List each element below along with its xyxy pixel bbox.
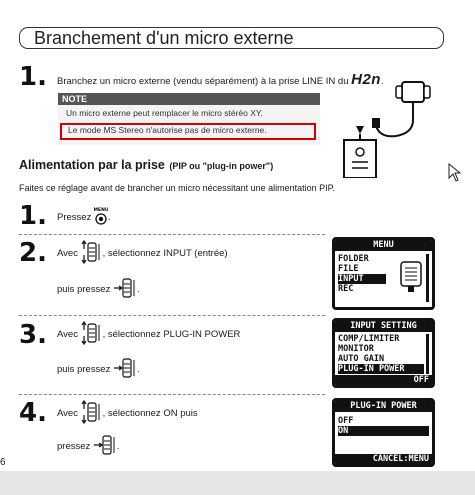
lcd-item: REC bbox=[338, 284, 354, 294]
lcd-title: MENU bbox=[335, 240, 432, 251]
lcd-item-selected: PLUG-IN POWER bbox=[338, 364, 424, 374]
step-instruction-line2 bbox=[57, 357, 140, 382]
step-text: Avec bbox=[57, 329, 78, 341]
jog-up-down-icon bbox=[81, 400, 103, 427]
section-title: Alimentation par la prise bbox=[19, 158, 165, 172]
divider bbox=[19, 394, 325, 395]
page-number: 6 bbox=[0, 457, 6, 468]
step-text: Avec bbox=[57, 408, 78, 420]
lcd-title: PLUG-IN POWER bbox=[335, 401, 432, 412]
lcd-item: FILE bbox=[338, 264, 359, 274]
note-body bbox=[58, 105, 320, 145]
step-text-mid: , sélectionnez INPUT (entrée) bbox=[102, 248, 228, 260]
step-number: 2. bbox=[19, 238, 47, 268]
step-text: puis pressez bbox=[57, 364, 111, 376]
step-text: Pressez bbox=[57, 212, 92, 224]
section-heading bbox=[19, 156, 273, 174]
step-instruction bbox=[57, 71, 384, 88]
brand-suffix: . bbox=[380, 76, 384, 87]
note-line-1: Un micro externe peut remplacer le micro stéréo XY. bbox=[66, 108, 263, 118]
step-number: 4. bbox=[19, 398, 47, 428]
svg-text:MENU: MENU bbox=[93, 208, 108, 213]
lcd-footer: CANCEL:MENU bbox=[335, 454, 432, 464]
step-number: 3. bbox=[19, 320, 47, 350]
lcd-footer: OFF bbox=[335, 375, 432, 385]
step-text-end: . bbox=[136, 284, 140, 296]
page-title: Branchement d'un micro externe bbox=[19, 27, 444, 49]
lcd-item-selected: ON bbox=[338, 426, 429, 436]
step-text: Avec bbox=[57, 248, 78, 260]
jog-up-down-icon bbox=[81, 321, 103, 348]
jog-press-icon bbox=[113, 357, 137, 382]
step-text-end: . bbox=[136, 364, 140, 376]
step-text: Branchez un micro externe (vendu séparément) à la prise LINE IN du bbox=[57, 76, 349, 87]
lcd-item: OFF bbox=[338, 416, 354, 426]
step-instruction-line2 bbox=[57, 277, 140, 302]
menu-button-icon bbox=[94, 206, 108, 229]
lcd-item: FOLDER bbox=[338, 254, 369, 264]
step-instruction-line2 bbox=[57, 434, 120, 459]
step-number: 1. bbox=[19, 62, 47, 92]
lcd-title: INPUT SETTING bbox=[335, 321, 432, 332]
section-intro: Faites ce réglage avant de brancher un micro nécessitant une alimentation PIP. bbox=[19, 183, 336, 193]
scrollbar bbox=[426, 254, 429, 302]
lcd-screen-plugin-power bbox=[332, 398, 435, 467]
mouse-cursor-icon bbox=[448, 163, 462, 183]
lcd-item: MONITOR bbox=[338, 344, 374, 354]
mic-icon bbox=[399, 258, 423, 294]
page-bottom-band bbox=[0, 471, 475, 495]
step-instruction bbox=[57, 400, 198, 427]
note-heading: NOTE bbox=[58, 93, 320, 105]
lcd-screen-input-setting bbox=[332, 318, 435, 388]
step-text-mid: , sélectionnez ON puis bbox=[102, 408, 198, 420]
step-text-end: . bbox=[107, 212, 111, 224]
step-text: pressez bbox=[57, 441, 91, 453]
lcd-item: AUTO GAIN bbox=[338, 354, 385, 364]
step-number: 1. bbox=[19, 201, 47, 231]
lcd-item: COMP/LIMITER bbox=[338, 334, 400, 344]
lcd-item-selected: INPUT bbox=[338, 274, 386, 284]
divider bbox=[19, 234, 325, 235]
note-line-2: Le mode MS Stereo n'autorise pas de micro externe. bbox=[68, 125, 267, 135]
divider bbox=[19, 315, 325, 316]
section-subtitle: (PIP ou "plug-in power") bbox=[169, 161, 274, 171]
jog-press-icon bbox=[113, 277, 137, 302]
note-box bbox=[58, 93, 320, 145]
brand-logo: H2n bbox=[351, 71, 381, 88]
step-instruction bbox=[57, 321, 240, 348]
jog-press-icon bbox=[93, 434, 117, 459]
step-instruction bbox=[57, 240, 228, 267]
scrollbar bbox=[426, 334, 429, 374]
step-text: puis pressez bbox=[57, 284, 111, 296]
device-illustration bbox=[336, 78, 448, 178]
step-text-mid: , sélectionnez PLUG-IN POWER bbox=[102, 329, 241, 341]
step-text-end: . bbox=[116, 441, 120, 453]
jog-up-down-icon bbox=[81, 240, 103, 267]
lcd-screen-menu bbox=[332, 237, 435, 310]
step-instruction bbox=[57, 206, 111, 229]
